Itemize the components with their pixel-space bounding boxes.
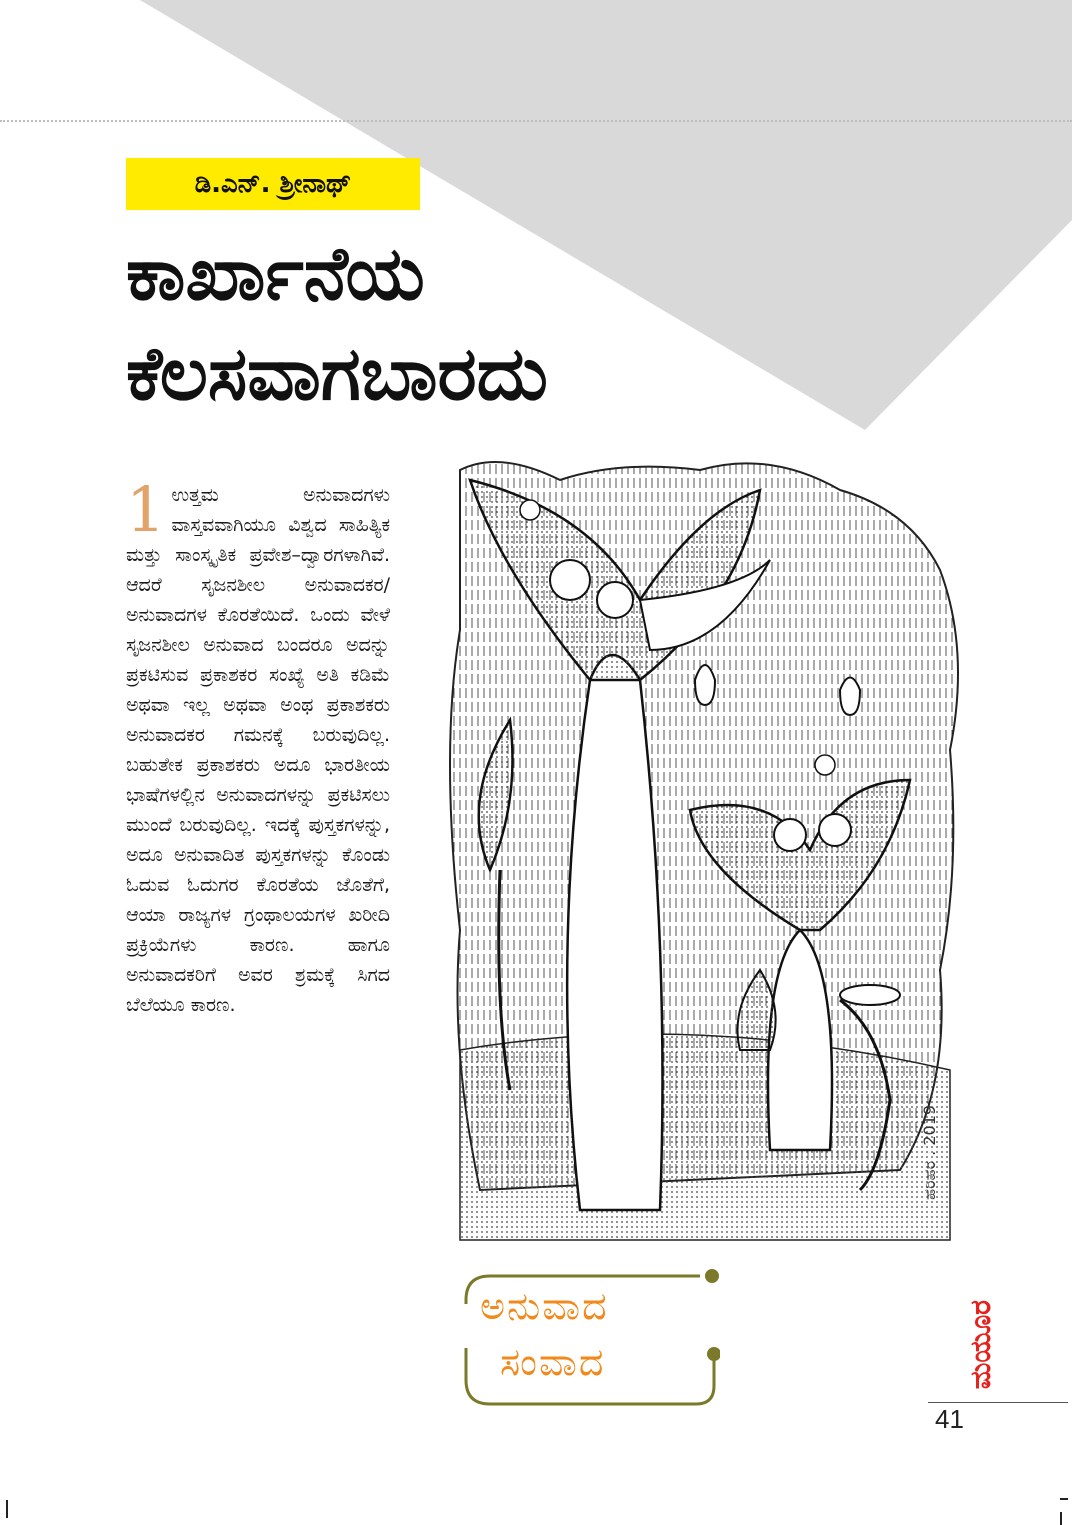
series-title-line-1: ಅನುವಾದ xyxy=(480,1284,609,1328)
crop-mark xyxy=(1060,1498,1068,1500)
dotted-rule xyxy=(0,120,1072,122)
article-text: ಉತ್ತಮ ಅನುವಾದಗಳು ವಾಸ್ತವವಾಗಿಯೂ ವಿಶ್ವದ ಸಾಹಿತ್ಯಿಕ ಮತ್ತು ಸಾಂಸ್ಕೃತಿಕ ಪ್ರವೇಶ–ದ್ವಾರಗಳಾಗಿವೆ. ಆದರೆ ಸೃಜನಶೀಲ ಅನುವಾದಕರ/ ಅನುವಾದಗಳ ಕೊರತೆಯಿದೆ. ಒಂದು ವೇಳೆ ಸೃಜನಶೀಲ ಅನುವಾದ ಬಂದರೂ ಅದನ್ನು ಪ್ರಕಟಿಸುವ ಪ್ರಕಾಶಕರ ಸಂಖ್ಯೆ ಅತಿ ಕಡಿಮೆ ಅಥವಾ ಇಲ್ಲ ಅಥವಾ ಅಂಥ ಪ್ರಕಾಶಕರು ಅನುವಾದಕರ ಗಮನಕ್ಕೆ ಬರುವುದಿಲ್ಲ. ಬಹುತೇಕ ಪ್ರಕಾಶಕರು ಅದೂ ಭಾರತೀಯ ಭಾಷೆಗಳಲ್ಲಿನ ಅನುವಾದಗಳನ್ನು ಪ್ರಕಟಿಸಲು ಮುಂದೆ ಬರುವುದಿಲ್ಲ. ಇದಕ್ಕೆ ಪುಸ್ತಕಗಳನ್ನು, ಅದೂ ಅನುವಾದಿತ ಪುಸ್ತಕಗಳನ್ನು ಕೊಂಡು ಓದುವ ಓದುಗರ ಕೊರತೆಯ ಜೊತೆಗೆ, ಆಯಾ ರಾಜ್ಯಗಳ ಗ್ರಂಥಾಲಯಗಳ ಖರೀದಿ ಪ್ರಕ್ರಿಯೆಗಳು ಕಾರಣ. ಹಾಗೂ ಅನುವಾದಕರಿಗೆ ಅವರ ಶ್ರಮಕ್ಕೆ ಸಿಗದ ಬೆಲೆಯೂ ಕಾರಣ. xyxy=(126,484,390,1016)
headline-line-2: ಕೆಲಸವಾಗಬಾರದು xyxy=(126,331,548,417)
artist-signature: ಹರಿಹರ . 2019 xyxy=(920,1104,939,1200)
headline-line-1: ಕಾರ್ಖಾನೆಯ xyxy=(126,231,425,317)
series-logo xyxy=(460,1268,720,1408)
page-rule xyxy=(928,1402,1068,1403)
illustration-image xyxy=(440,450,970,1250)
headline xyxy=(126,224,846,424)
author-tag: ಡಿ.ಎನ್. ಶ್ರೀನಾಥ್ xyxy=(126,158,420,210)
page-number: 41 xyxy=(935,1404,964,1434)
magazine-name: ಮಯೂರ xyxy=(964,1300,997,1390)
crop-mark xyxy=(1060,1512,1062,1525)
article-body xyxy=(126,473,390,1020)
drop-cap: 1 xyxy=(126,473,166,546)
series-title-line-2: ಸಂವಾದ xyxy=(500,1340,606,1384)
crop-mark xyxy=(6,1500,8,1518)
